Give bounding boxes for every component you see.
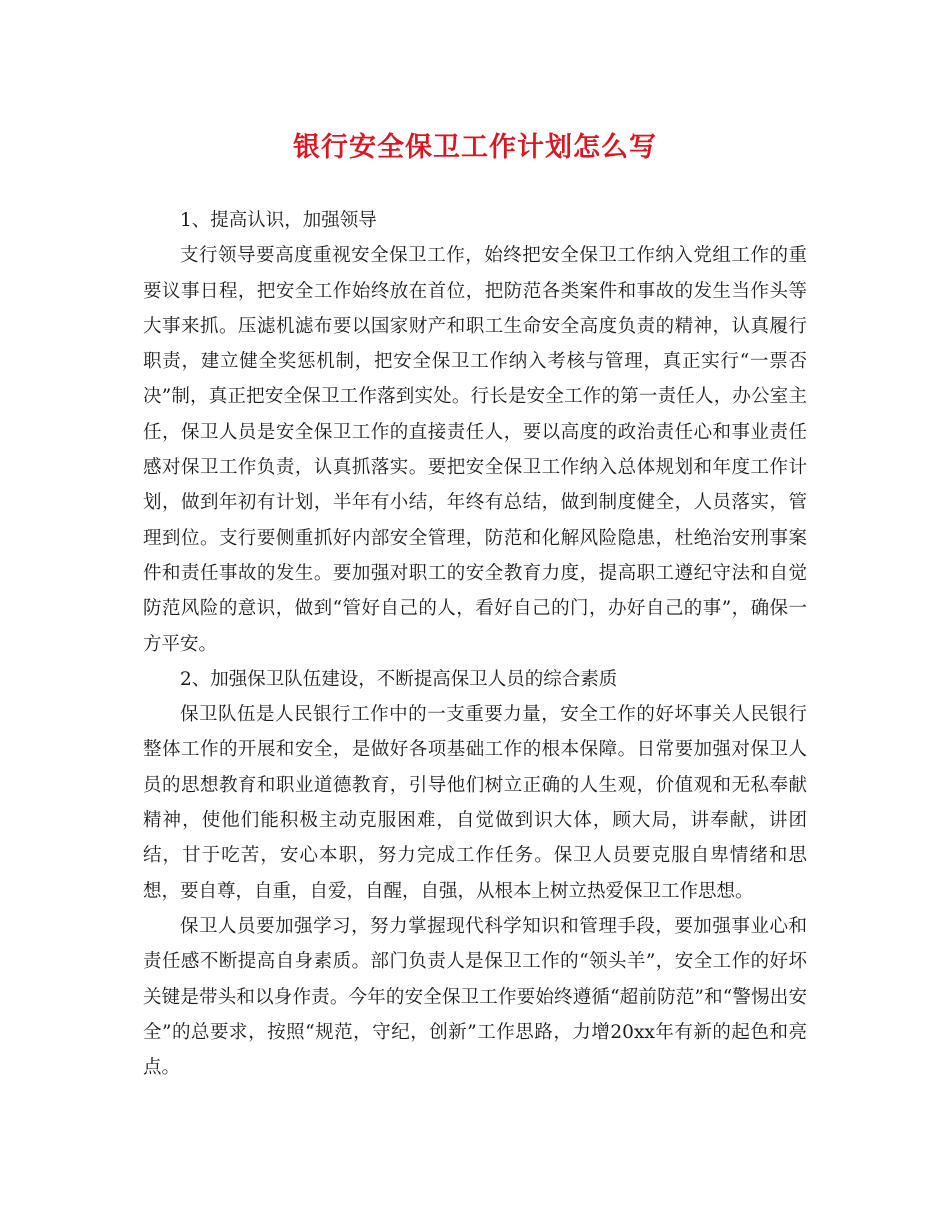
section-heading-1: 1、提高认识，加强领导 [180,210,377,231]
paragraph-1: 支行领导要高度重视安全保卫工作，始终把安全保卫工作纳入党组工作的重要议事日程，把安全工作始终放在首位，把防范各类案件和事故的发生当作头等大事来抓。压滤机滤布要以国家财产和职工生命安全高度负责的精神，认真履行职责，建立健全奖惩机制，把安全保卫工作纳入考核与管理，真正实行“一票否决”制，真正把安全保卫工作落到实处。行长是安全工作的第一责任人，办公室主任，保卫人员是安全保卫工作的直接责任人，要以高度的政治责任心和事业责任感对保卫工作负责，认真抓落实。要把安全保卫工作纳入总体规划和年度工作计划，做到年初有计划，半年有小结，年终有总结，做到制度健全，人员落实，管理到位。支行要侧重抓好内部安全管理，防范和化解风险隐患，杜绝治安刑事案件和责任事故的发生。要加强对职工的安全教育力度，提高职工遵纪守法和自觉防范风险的意识，做到“管好自己的人，看好自己的门，办好自己的事”，确保一方平安。 [143,245,807,655]
paragraph-2: 保卫队伍是人民银行工作中的一支重要力量，安全工作的好坏事关人民银行整体工作的开展和安全，是做好各项基础工作的根本保障。日常要加强对保卫人员的思想教育和职业道德教育，引导他们树立正确的人生观，价值观和无私奉献精神，使他们能积极主动克服困难，自觉做到识大体，顾大局，讲奉献，讲团结，甘于吃苦，安心本职，努力完成工作任务。保卫人员要克服自卑情绪和思想，要自尊，自重，自爱，自醒，自强，从根本上树立热爱保卫工作思想。 [143,704,807,902]
section-heading-2: 2、加强保卫队伍建设，不断提高保卫人员的综合素质 [180,668,618,690]
document-body [143,203,807,1085]
paragraph-3: 保卫人员要加强学习，努力掌握现代科学知识和管理手段，要加强事业心和责任感不断提高自身素质。部门负责人是保卫工作的“领头羊”，安全工作的好坏关键是带头和以身作责。今年的安全保卫工作要始终遵循“超前防范”和“警惕出安全”的总要求，按照“规范，守纪，创新”工作思路，力增20xx年有新的起色和亮点。 [143,915,807,1079]
document-title: 银行安全保卫工作计划怎么写 [293,132,657,163]
